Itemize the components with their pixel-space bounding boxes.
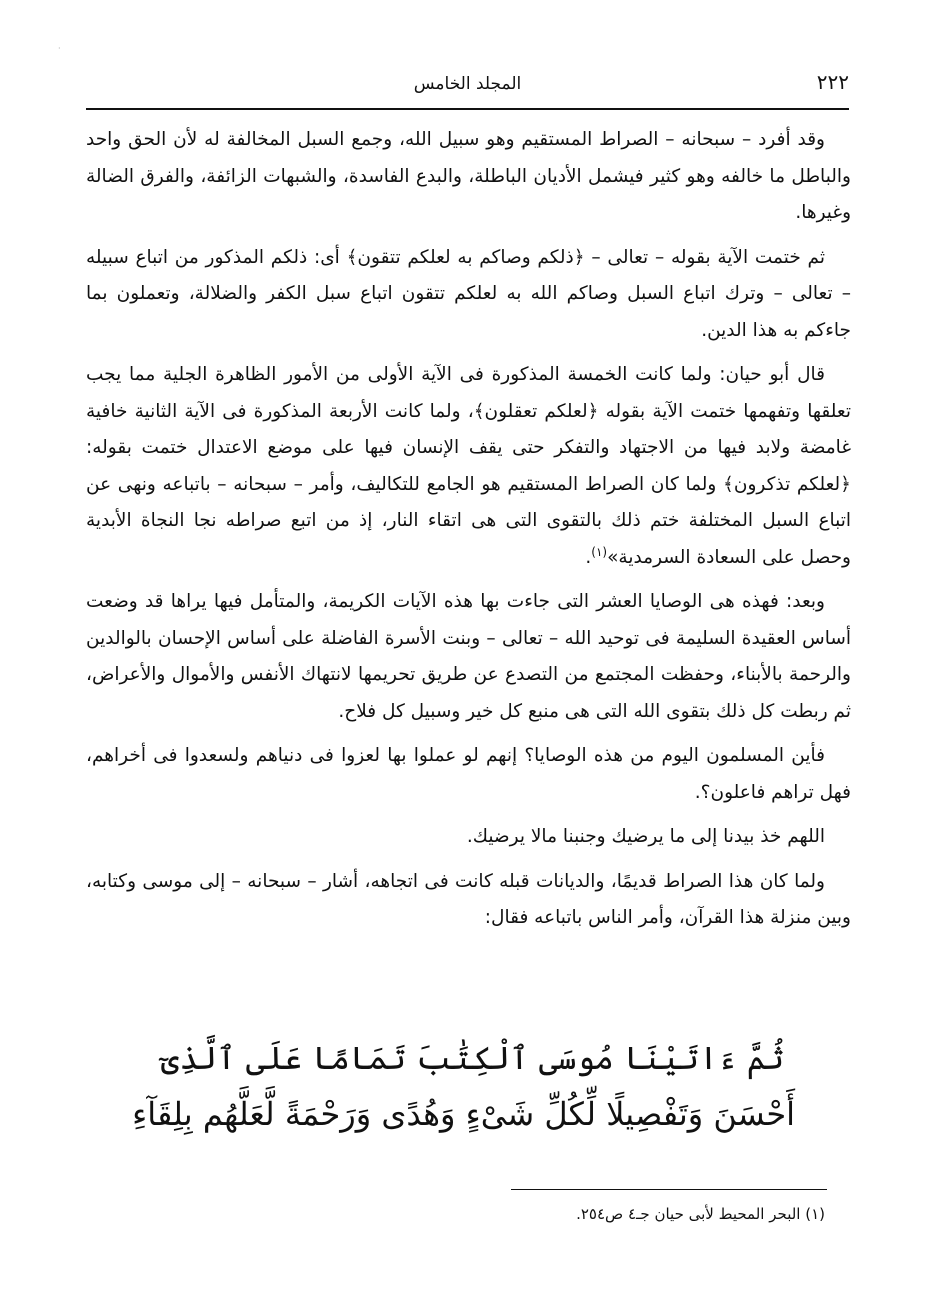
paragraph-2: ثم ختمت الآية بقوله – تعالى – ﴿ذلكم وصاكم به لعلكم تتقون﴾ أى: ذلكم المذكور من اتباع سبيله – تعالى – وترك اتباع السبل وصاكم الله به لعلكم تتقون اتباع سبل الكفر والضلالة، وتعملون بما جاءكم به هذا الدين. xyxy=(86,246,851,341)
scan-speck: · xyxy=(58,44,61,53)
paragraph-1: وقد أفرد – سبحانه – الصراط المستقيم وهو سبيل الله، وجمع السبل المخالفة له لأن الحق واحد والباطل ما خالفه وهو كثير فيشمل الأديان الباطلة، والبدع الفاسدة، والشبهات الزائفة، والفرق الضالة وغيرها. xyxy=(86,129,851,223)
paragraph-4: وبعد: فهذه هى الوصايا العشر التى جاءت بها هذه الآيات الكريمة، والمتأمل فيها يراها قد وضعت أساس العقيدة السليمة فى توحيد الله – تعالى – وبنت الأسرة الفاضلة على أساس الإحسان بالوالدين والرحمة بالأبناء، وحفظت المجتمع من التصدع عن طريق تحريمها لانتهاك الأنفس والأموال والأعراض، ثم ربطت كل ذلك بتقوى الله التى هى منبع كل خير وسبيل كل فلاح. xyxy=(86,591,851,722)
quran-verse xyxy=(132,1030,795,1142)
footnote-marker: (١) xyxy=(591,544,608,559)
page-number: ٢٢٢ xyxy=(816,70,849,94)
verse-line-1: ثُمَّ ءَاتَيْنَا مُوسَى ٱلْكِتَٰبَ تَمَامًا عَلَى ٱلَّذِىٓ xyxy=(160,1039,785,1077)
paragraph-3: قال أبو حيان: ولما كانت الخمسة المذكورة فى الآية الأولى من الأمور الظاهرة الجلية مما يجب تعلقها وتفهمها ختمت الآية بقوله ﴿لعلكم تعقلون﴾، ولما كانت الأربعة المذكورة فى الآية الثانية خافية غامضة ولابد فيها من الاجتهاد والتفكر حتى يقف الإنسان فيها على موضع الاعتدال ختمت بقوله: ﴿لعلكم تذكرون﴾ ولما كان الصراط المستقيم هو الجامع للتكاليف، وأمر – سبحانه – باتباعه ونهى عن اتباع السبل المختلفة ختم ذلك بالتقوى التى هى اتقاء النار، إذ من اتبع صراطه نجا النجاة الأبدية وحصل على السعادة السرمدية»$^{(١)}$. xyxy=(86,364,851,568)
footnote: (١) البحر المحيط لأبى حيان جـ٤ ص٢٥٤. xyxy=(576,1205,825,1223)
paragraph-3-text: قال أبو حيان: ولما كانت الخمسة المذكورة فى الآية الأولى من الأمور الظاهرة الجلية مما يجب تعلقها وتفهمها ختمت الآية بقوله ﴿لعلكم تعقلون﴾، ولما كانت الأربعة المذكورة فى الآية الثانية خافية غامضة ولابد فيها من الاجتهاد والتفكر حتى يقف الإنسان فيها على موضع الاعتدال ختمت بقوله: ﴿لعلكم تذكرون﴾ ولما كان الصراط المستقيم هو الجامع للتكاليف، وأمر – سبحانه – باتباعه ونهى عن اتباع السبل المختلفة ختم ذلك بالتقوى التى هى اتقاء النار، إذ من اتبع صراطه نجا النجاة الأبدية وحصل على السعادة السرمدية» xyxy=(86,364,851,568)
header-rule xyxy=(86,108,849,110)
paragraph-5: فأين المسلمون اليوم من هذه الوصايا؟ إنهم لو عملوا بها لعزوا فى دنياهم ولسعدوا فى أخراهم، فهل تراهم فاعلون؟. xyxy=(86,745,851,803)
footnote-rule xyxy=(511,1189,827,1190)
volume-title: المجلد الخامس xyxy=(413,74,522,94)
body-text xyxy=(86,122,851,939)
paragraph-6: اللهم خذ بيدنا إلى ما يرضيك وجنبنا مالا يرضيك. xyxy=(466,826,825,847)
verse-line-2: أَحْسَنَ وَتَفْصِيلًا لِّكُلِّ شَىْءٍ وَهُدًى وَرَحْمَةً لَّعَلَّهُم بِلِقَآءِ xyxy=(132,1095,795,1133)
page-header xyxy=(86,68,849,108)
paragraph-7: ولما كان هذا الصراط قديمًا، والديانات قبله كانت فى اتجاهه، أشار – سبحانه – إلى موسى وكتابه، وبين منزلة هذا القرآن، وأمر الناس باتباعه فقال: xyxy=(86,870,851,928)
